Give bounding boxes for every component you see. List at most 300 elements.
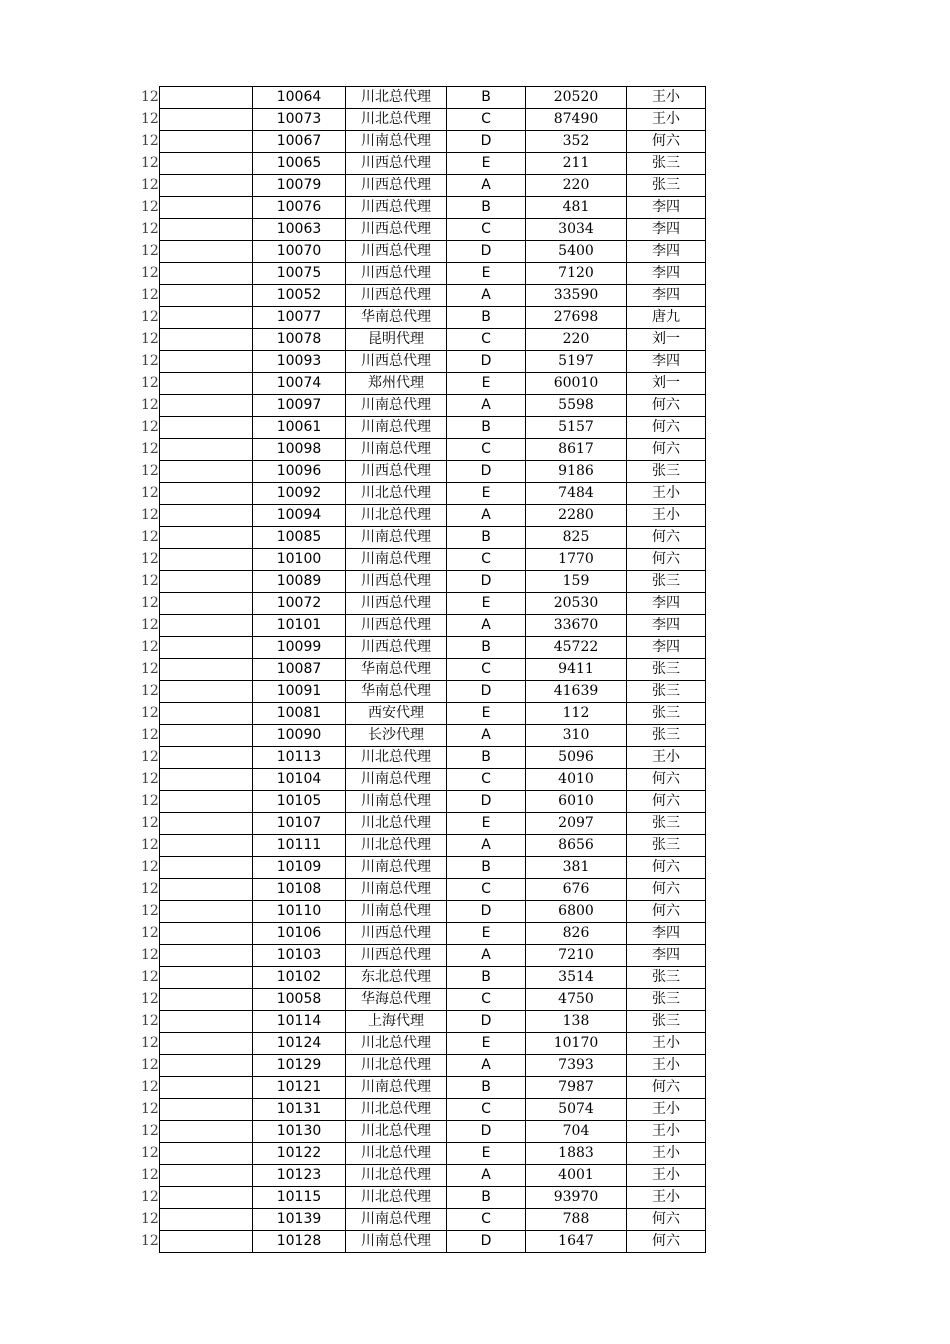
table-row <box>140 1187 706 1209</box>
amount-cell: 1647 <box>526 1231 627 1253</box>
month-cell: 12 <box>141 1167 159 1183</box>
grade-cell: D <box>447 571 526 593</box>
table-row <box>140 461 706 483</box>
order-id-cell: 10130 <box>253 1121 346 1143</box>
agent-cell: 川西总代理 <box>346 285 447 307</box>
agent-cell: 川西总代理 <box>346 571 447 593</box>
month-cell: 12 <box>141 309 159 325</box>
blank-cell <box>160 1033 253 1055</box>
month-cell: 12 <box>141 815 159 831</box>
order-id-cell: 10103 <box>253 945 346 967</box>
table-row <box>140 923 706 945</box>
month-cell: 12 <box>141 155 159 171</box>
order-id-cell: 10092 <box>253 483 346 505</box>
grade-cell: A <box>447 945 526 967</box>
table-row <box>140 483 706 505</box>
grade-cell: E <box>447 593 526 615</box>
amount-cell: 704 <box>526 1121 627 1143</box>
blank-cell <box>160 857 253 879</box>
blank-cell <box>160 681 253 703</box>
salesperson-cell: 王小 <box>627 1143 706 1165</box>
grade-cell: C <box>447 109 526 131</box>
amount-cell: 5157 <box>526 417 627 439</box>
agent-cell: 川南总代理 <box>346 879 447 901</box>
order-id-cell: 10123 <box>253 1165 346 1187</box>
order-id-cell: 10075 <box>253 263 346 285</box>
blank-cell <box>160 593 253 615</box>
agent-cell: 华海总代理 <box>346 989 447 1011</box>
month-cell: 12 <box>141 859 159 875</box>
order-id-cell: 10073 <box>253 109 346 131</box>
order-id-cell: 10139 <box>253 1209 346 1231</box>
table-row <box>140 87 706 109</box>
grade-cell: C <box>447 439 526 461</box>
amount-cell: 6010 <box>526 791 627 813</box>
amount-cell: 41639 <box>526 681 627 703</box>
blank-cell <box>160 395 253 417</box>
amount-cell: 6800 <box>526 901 627 923</box>
blank-cell <box>160 131 253 153</box>
order-id-cell: 10064 <box>253 87 346 109</box>
table-row <box>140 593 706 615</box>
amount-cell: 93970 <box>526 1187 627 1209</box>
grade-cell: A <box>447 1165 526 1187</box>
amount-cell: 3514 <box>526 967 627 989</box>
blank-cell <box>160 1143 253 1165</box>
grade-cell: A <box>447 175 526 197</box>
month-cell: 12 <box>141 441 159 457</box>
amount-cell: 7393 <box>526 1055 627 1077</box>
salesperson-cell: 何六 <box>627 879 706 901</box>
agent-cell: 川南总代理 <box>346 857 447 879</box>
order-id-cell: 10079 <box>253 175 346 197</box>
agent-cell: 川西总代理 <box>346 923 447 945</box>
order-id-cell: 10124 <box>253 1033 346 1055</box>
agent-cell: 川西总代理 <box>346 945 447 967</box>
amount-cell: 352 <box>526 131 627 153</box>
order-id-cell: 10089 <box>253 571 346 593</box>
table-row <box>140 219 706 241</box>
month-cell: 12 <box>141 1211 159 1227</box>
grade-cell: D <box>447 1121 526 1143</box>
salesperson-cell: 何六 <box>627 1209 706 1231</box>
blank-cell <box>160 1011 253 1033</box>
agent-cell: 川西总代理 <box>346 263 447 285</box>
order-id-cell: 10074 <box>253 373 346 395</box>
salesperson-cell: 王小 <box>627 109 706 131</box>
salesperson-cell: 李四 <box>627 285 706 307</box>
table-row <box>140 307 706 329</box>
table-row <box>140 725 706 747</box>
salesperson-cell: 李四 <box>627 241 706 263</box>
blank-cell <box>160 923 253 945</box>
month-cell: 12 <box>141 903 159 919</box>
month-cell: 12 <box>141 1079 159 1095</box>
grade-cell: B <box>447 307 526 329</box>
order-id-cell: 10076 <box>253 197 346 219</box>
grade-cell: B <box>447 527 526 549</box>
salesperson-cell: 张三 <box>627 153 706 175</box>
order-id-cell: 10070 <box>253 241 346 263</box>
grade-cell: D <box>447 791 526 813</box>
table-row <box>140 1055 706 1077</box>
month-cell: 12 <box>141 837 159 853</box>
grade-cell: B <box>447 1187 526 1209</box>
month-cell: 12 <box>141 331 159 347</box>
grade-cell: D <box>447 351 526 373</box>
grade-cell: B <box>447 637 526 659</box>
salesperson-cell: 唐九 <box>627 307 706 329</box>
amount-cell: 220 <box>526 175 627 197</box>
salesperson-cell: 何六 <box>627 901 706 923</box>
grade-cell: D <box>447 1011 526 1033</box>
month-cell: 12 <box>141 221 159 237</box>
table-row <box>140 769 706 791</box>
salesperson-cell: 何六 <box>627 769 706 791</box>
month-cell: 12 <box>141 1013 159 1029</box>
salesperson-cell: 李四 <box>627 593 706 615</box>
blank-cell <box>160 703 253 725</box>
salesperson-cell: 张三 <box>627 835 706 857</box>
amount-cell: 310 <box>526 725 627 747</box>
salesperson-cell: 何六 <box>627 549 706 571</box>
table-row <box>140 1143 706 1165</box>
month-cell: 12 <box>141 1189 159 1205</box>
amount-cell: 1770 <box>526 549 627 571</box>
grade-cell: E <box>447 373 526 395</box>
table-row <box>140 857 706 879</box>
table-row <box>140 395 706 417</box>
amount-cell: 33590 <box>526 285 627 307</box>
table-row <box>140 791 706 813</box>
salesperson-cell: 何六 <box>627 527 706 549</box>
grade-cell: A <box>447 1055 526 1077</box>
amount-cell: 4750 <box>526 989 627 1011</box>
order-id-cell: 10098 <box>253 439 346 461</box>
month-cell: 12 <box>141 727 159 743</box>
blank-cell <box>160 945 253 967</box>
blank-cell <box>160 571 253 593</box>
table-row <box>140 747 706 769</box>
agent-cell: 川南总代理 <box>346 527 447 549</box>
grade-cell: A <box>447 725 526 747</box>
data-table <box>140 86 706 1253</box>
table-row <box>140 439 706 461</box>
grade-cell: E <box>447 263 526 285</box>
order-id-cell: 10078 <box>253 329 346 351</box>
order-id-cell: 10111 <box>253 835 346 857</box>
month-cell: 12 <box>141 485 159 501</box>
table-row <box>140 659 706 681</box>
table-row <box>140 1165 706 1187</box>
month-cell: 12 <box>141 111 159 127</box>
agent-cell: 川西总代理 <box>346 351 447 373</box>
grade-cell: C <box>447 879 526 901</box>
grade-cell: D <box>447 131 526 153</box>
salesperson-cell: 何六 <box>627 791 706 813</box>
table-row <box>140 813 706 835</box>
grade-cell: C <box>447 219 526 241</box>
salesperson-cell: 张三 <box>627 659 706 681</box>
order-id-cell: 10099 <box>253 637 346 659</box>
month-cell: 12 <box>141 353 159 369</box>
blank-cell <box>160 835 253 857</box>
salesperson-cell: 李四 <box>627 197 706 219</box>
salesperson-cell: 何六 <box>627 417 706 439</box>
blank-cell <box>160 1099 253 1121</box>
agent-cell: 川西总代理 <box>346 461 447 483</box>
salesperson-cell: 张三 <box>627 681 706 703</box>
order-id-cell: 10094 <box>253 505 346 527</box>
amount-cell: 20530 <box>526 593 627 615</box>
order-id-cell: 10097 <box>253 395 346 417</box>
salesperson-cell: 王小 <box>627 1055 706 1077</box>
grade-cell: B <box>447 1077 526 1099</box>
grade-cell: D <box>447 241 526 263</box>
amount-cell: 5197 <box>526 351 627 373</box>
month-cell: 12 <box>141 925 159 941</box>
salesperson-cell: 何六 <box>627 1231 706 1253</box>
agent-cell: 华南总代理 <box>346 681 447 703</box>
amount-cell: 5074 <box>526 1099 627 1121</box>
salesperson-cell: 李四 <box>627 263 706 285</box>
month-cell: 12 <box>141 89 159 105</box>
salesperson-cell: 王小 <box>627 1121 706 1143</box>
grade-cell: E <box>447 1033 526 1055</box>
month-cell: 12 <box>141 793 159 809</box>
amount-cell: 1883 <box>526 1143 627 1165</box>
order-id-cell: 10105 <box>253 791 346 813</box>
grade-cell: C <box>447 1209 526 1231</box>
agent-cell: 川南总代理 <box>346 417 447 439</box>
grade-cell: E <box>447 923 526 945</box>
month-cell: 12 <box>141 177 159 193</box>
month-cell: 12 <box>141 133 159 149</box>
order-id-cell: 10063 <box>253 219 346 241</box>
grade-cell: E <box>447 483 526 505</box>
grade-cell: D <box>447 1231 526 1253</box>
month-cell: 12 <box>141 595 159 611</box>
agent-cell: 川西总代理 <box>346 615 447 637</box>
order-id-cell: 10096 <box>253 461 346 483</box>
month-cell: 12 <box>141 617 159 633</box>
salesperson-cell: 王小 <box>627 1187 706 1209</box>
blank-cell <box>160 769 253 791</box>
amount-cell: 5400 <box>526 241 627 263</box>
amount-cell: 9411 <box>526 659 627 681</box>
amount-cell: 87490 <box>526 109 627 131</box>
month-cell: 12 <box>141 573 159 589</box>
grade-cell: C <box>447 659 526 681</box>
month-cell: 12 <box>141 881 159 897</box>
agent-cell: 川西总代理 <box>346 175 447 197</box>
table-row <box>140 329 706 351</box>
grade-cell: C <box>447 989 526 1011</box>
salesperson-cell: 何六 <box>627 395 706 417</box>
salesperson-cell: 刘一 <box>627 329 706 351</box>
agent-cell: 川北总代理 <box>346 1033 447 1055</box>
salesperson-cell: 李四 <box>627 945 706 967</box>
table-row <box>140 989 706 1011</box>
agent-cell: 川北总代理 <box>346 813 447 835</box>
month-cell: 12 <box>141 265 159 281</box>
table-row <box>140 967 706 989</box>
grade-cell: C <box>447 329 526 351</box>
salesperson-cell: 张三 <box>627 989 706 1011</box>
blank-cell <box>160 373 253 395</box>
agent-cell: 川西总代理 <box>346 637 447 659</box>
blank-cell <box>160 1055 253 1077</box>
table-row <box>140 681 706 703</box>
blank-cell <box>160 1231 253 1253</box>
order-id-cell: 10106 <box>253 923 346 945</box>
agent-cell: 川北总代理 <box>346 1121 447 1143</box>
blank-cell <box>160 1209 253 1231</box>
agent-cell: 华南总代理 <box>346 307 447 329</box>
blank-cell <box>160 615 253 637</box>
month-cell: 12 <box>141 419 159 435</box>
salesperson-cell: 王小 <box>627 747 706 769</box>
amount-cell: 60010 <box>526 373 627 395</box>
amount-cell: 4010 <box>526 769 627 791</box>
amount-cell: 2280 <box>526 505 627 527</box>
salesperson-cell: 李四 <box>627 923 706 945</box>
agent-cell: 川南总代理 <box>346 549 447 571</box>
month-cell: 12 <box>141 551 159 567</box>
amount-cell: 4001 <box>526 1165 627 1187</box>
salesperson-cell: 刘一 <box>627 373 706 395</box>
order-id-cell: 10129 <box>253 1055 346 1077</box>
agent-cell: 西安代理 <box>346 703 447 725</box>
grade-cell: C <box>447 1099 526 1121</box>
month-cell: 12 <box>141 969 159 985</box>
month-cell: 12 <box>141 661 159 677</box>
table-row <box>140 285 706 307</box>
table-row <box>140 263 706 285</box>
blank-cell <box>160 263 253 285</box>
table-row <box>140 703 706 725</box>
table-row <box>140 109 706 131</box>
order-id-cell: 10109 <box>253 857 346 879</box>
month-cell: 12 <box>141 705 159 721</box>
order-id-cell: 10087 <box>253 659 346 681</box>
agent-cell: 川南总代理 <box>346 1077 447 1099</box>
amount-cell: 33670 <box>526 615 627 637</box>
grade-cell: C <box>447 549 526 571</box>
table-row <box>140 1121 706 1143</box>
order-id-cell: 10115 <box>253 1187 346 1209</box>
month-cell: 12 <box>141 1145 159 1161</box>
order-id-cell: 10102 <box>253 967 346 989</box>
agent-cell: 川北总代理 <box>346 109 447 131</box>
grade-cell: E <box>447 813 526 835</box>
salesperson-cell: 何六 <box>627 857 706 879</box>
month-cell: 12 <box>141 683 159 699</box>
blank-cell <box>160 1077 253 1099</box>
table-row <box>140 1033 706 1055</box>
order-id-cell: 10061 <box>253 417 346 439</box>
month-cell: 12 <box>141 375 159 391</box>
blank-cell <box>160 461 253 483</box>
order-id-cell: 10058 <box>253 989 346 1011</box>
blank-cell <box>160 879 253 901</box>
agent-cell: 川南总代理 <box>346 1209 447 1231</box>
blank-cell <box>160 483 253 505</box>
blank-cell <box>160 1165 253 1187</box>
agent-cell: 华南总代理 <box>346 659 447 681</box>
salesperson-cell: 王小 <box>627 1099 706 1121</box>
amount-cell: 5598 <box>526 395 627 417</box>
salesperson-cell: 李四 <box>627 351 706 373</box>
order-id-cell: 10085 <box>253 527 346 549</box>
blank-cell <box>160 527 253 549</box>
amount-cell: 211 <box>526 153 627 175</box>
salesperson-cell: 王小 <box>627 505 706 527</box>
order-id-cell: 10081 <box>253 703 346 725</box>
order-id-cell: 10090 <box>253 725 346 747</box>
blank-cell <box>160 307 253 329</box>
table-row <box>140 417 706 439</box>
blank-cell <box>160 725 253 747</box>
order-id-cell: 10052 <box>253 285 346 307</box>
grade-cell: B <box>447 87 526 109</box>
agent-cell: 川南总代理 <box>346 395 447 417</box>
grade-cell: D <box>447 901 526 923</box>
amount-cell: 138 <box>526 1011 627 1033</box>
table-row <box>140 945 706 967</box>
agent-cell: 长沙代理 <box>346 725 447 747</box>
amount-cell: 8656 <box>526 835 627 857</box>
agent-cell: 川南总代理 <box>346 791 447 813</box>
agent-cell: 川北总代理 <box>346 835 447 857</box>
blank-cell <box>160 87 253 109</box>
order-id-cell: 10072 <box>253 593 346 615</box>
amount-cell: 7484 <box>526 483 627 505</box>
order-id-cell: 10100 <box>253 549 346 571</box>
amount-cell: 27698 <box>526 307 627 329</box>
blank-cell <box>160 285 253 307</box>
amount-cell: 676 <box>526 879 627 901</box>
grade-cell: B <box>447 967 526 989</box>
grade-cell: A <box>447 835 526 857</box>
table-row <box>140 1077 706 1099</box>
grade-cell: E <box>447 703 526 725</box>
amount-cell: 10170 <box>526 1033 627 1055</box>
salesperson-cell: 张三 <box>627 967 706 989</box>
agent-cell: 川南总代理 <box>346 901 447 923</box>
amount-cell: 20520 <box>526 87 627 109</box>
salesperson-cell: 王小 <box>627 1165 706 1187</box>
salesperson-cell: 张三 <box>627 571 706 593</box>
table-row <box>140 879 706 901</box>
amount-cell: 5096 <box>526 747 627 769</box>
amount-cell: 220 <box>526 329 627 351</box>
month-cell: 12 <box>141 991 159 1007</box>
amount-cell: 159 <box>526 571 627 593</box>
order-id-cell: 10091 <box>253 681 346 703</box>
blank-cell <box>160 901 253 923</box>
blank-cell <box>160 813 253 835</box>
table-row <box>140 1231 706 1253</box>
blank-cell <box>160 439 253 461</box>
agent-cell: 川西总代理 <box>346 593 447 615</box>
blank-cell <box>160 637 253 659</box>
blank-cell <box>160 791 253 813</box>
agent-cell: 川西总代理 <box>346 241 447 263</box>
order-id-cell: 10077 <box>253 307 346 329</box>
table-row <box>140 197 706 219</box>
agent-cell: 郑州代理 <box>346 373 447 395</box>
